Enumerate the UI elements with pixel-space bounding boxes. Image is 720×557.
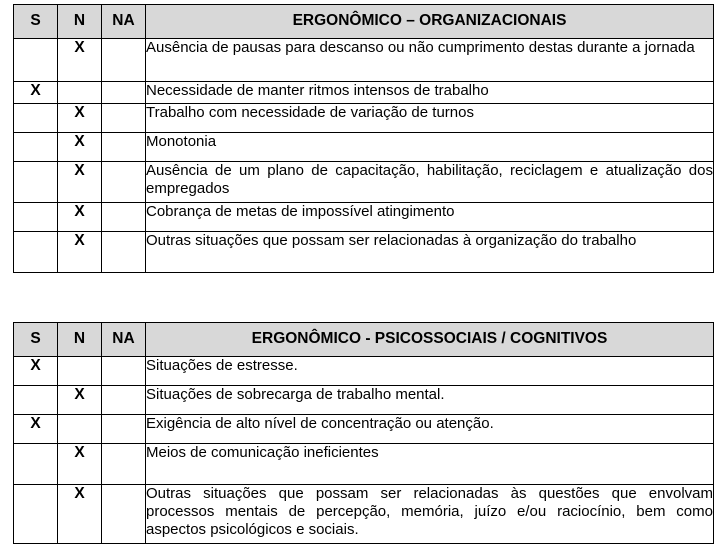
mark-na <box>102 357 146 386</box>
row-description: Meios de comunicação ineficientes <box>146 444 714 485</box>
column-header-s: S <box>14 5 58 39</box>
mark-s <box>14 485 58 544</box>
mark-s <box>14 203 58 232</box>
column-header-n: N <box>58 5 102 39</box>
table-row <box>14 162 714 203</box>
mark-na <box>102 386 146 415</box>
table-title: ERGONÔMICO – ORGANIZACIONAIS <box>146 5 714 39</box>
table-header-row <box>14 323 714 357</box>
row-description: Cobrança de metas de impossível atingimento <box>146 203 714 232</box>
row-description: Ausência de um plano de capacitação, habilitação, reciclagem e atualização dos empregados <box>146 162 714 203</box>
column-header-n: N <box>58 323 102 357</box>
table-row <box>14 82 714 104</box>
table-row <box>14 415 714 444</box>
mark-n <box>58 415 102 444</box>
mark-na <box>102 415 146 444</box>
mark-na <box>102 133 146 162</box>
mark-n: X <box>58 444 102 485</box>
mark-s <box>14 444 58 485</box>
mark-n: X <box>58 386 102 415</box>
mark-na <box>102 203 146 232</box>
column-header-na: NA <box>102 323 146 357</box>
mark-n: X <box>58 104 102 133</box>
mark-s: X <box>14 415 58 444</box>
mark-n: X <box>58 232 102 273</box>
row-description: Monotonia <box>146 133 714 162</box>
row-description: Exigência de alto nível de concentração ou atenção. <box>146 415 714 444</box>
column-header-na: NA <box>102 5 146 39</box>
mark-na <box>102 444 146 485</box>
mark-s: X <box>14 82 58 104</box>
table-row <box>14 203 714 232</box>
mark-na <box>102 232 146 273</box>
table-row <box>14 357 714 386</box>
row-description: Necessidade de manter ritmos intensos de trabalho <box>146 82 714 104</box>
table-row <box>14 485 714 544</box>
mark-n <box>58 82 102 104</box>
mark-n: X <box>58 39 102 82</box>
table-title: ERGONÔMICO - PSICOSSOCIAIS / COGNITIVOS <box>146 323 714 357</box>
mark-na <box>102 162 146 203</box>
row-description: Outras situações que possam ser relacionadas às questões que envolvam processos mentais de percepção, memória, juízo e/ou raciocínio, bem como aspectos psicológicos e sociais. <box>146 485 714 544</box>
mark-n: X <box>58 203 102 232</box>
mark-n: X <box>58 162 102 203</box>
mark-s: X <box>14 357 58 386</box>
psychosocial-cognitive-ergonomics-table <box>13 322 714 544</box>
mark-n: X <box>58 485 102 544</box>
table-row <box>14 133 714 162</box>
mark-na <box>102 104 146 133</box>
table-row <box>14 39 714 82</box>
organizational-ergonomics-table <box>13 4 714 273</box>
row-description: Situações de sobrecarga de trabalho mental. <box>146 386 714 415</box>
mark-na <box>102 39 146 82</box>
mark-s <box>14 386 58 415</box>
mark-s <box>14 104 58 133</box>
row-description: Situações de estresse. <box>146 357 714 386</box>
mark-n <box>58 357 102 386</box>
mark-s <box>14 162 58 203</box>
row-description: Trabalho com necessidade de variação de turnos <box>146 104 714 133</box>
table-row <box>14 104 714 133</box>
column-header-s: S <box>14 323 58 357</box>
mark-s <box>14 133 58 162</box>
row-description: Ausência de pausas para descanso ou não cumprimento destas durante a jornada <box>146 39 714 82</box>
row-description: Outras situações que possam ser relacionadas à organização do trabalho <box>146 232 714 273</box>
table-row <box>14 386 714 415</box>
mark-na <box>102 82 146 104</box>
mark-s <box>14 39 58 82</box>
mark-na <box>102 485 146 544</box>
mark-n: X <box>58 133 102 162</box>
table-header-row <box>14 5 714 39</box>
table-row <box>14 444 714 485</box>
mark-s <box>14 232 58 273</box>
table-row <box>14 232 714 273</box>
